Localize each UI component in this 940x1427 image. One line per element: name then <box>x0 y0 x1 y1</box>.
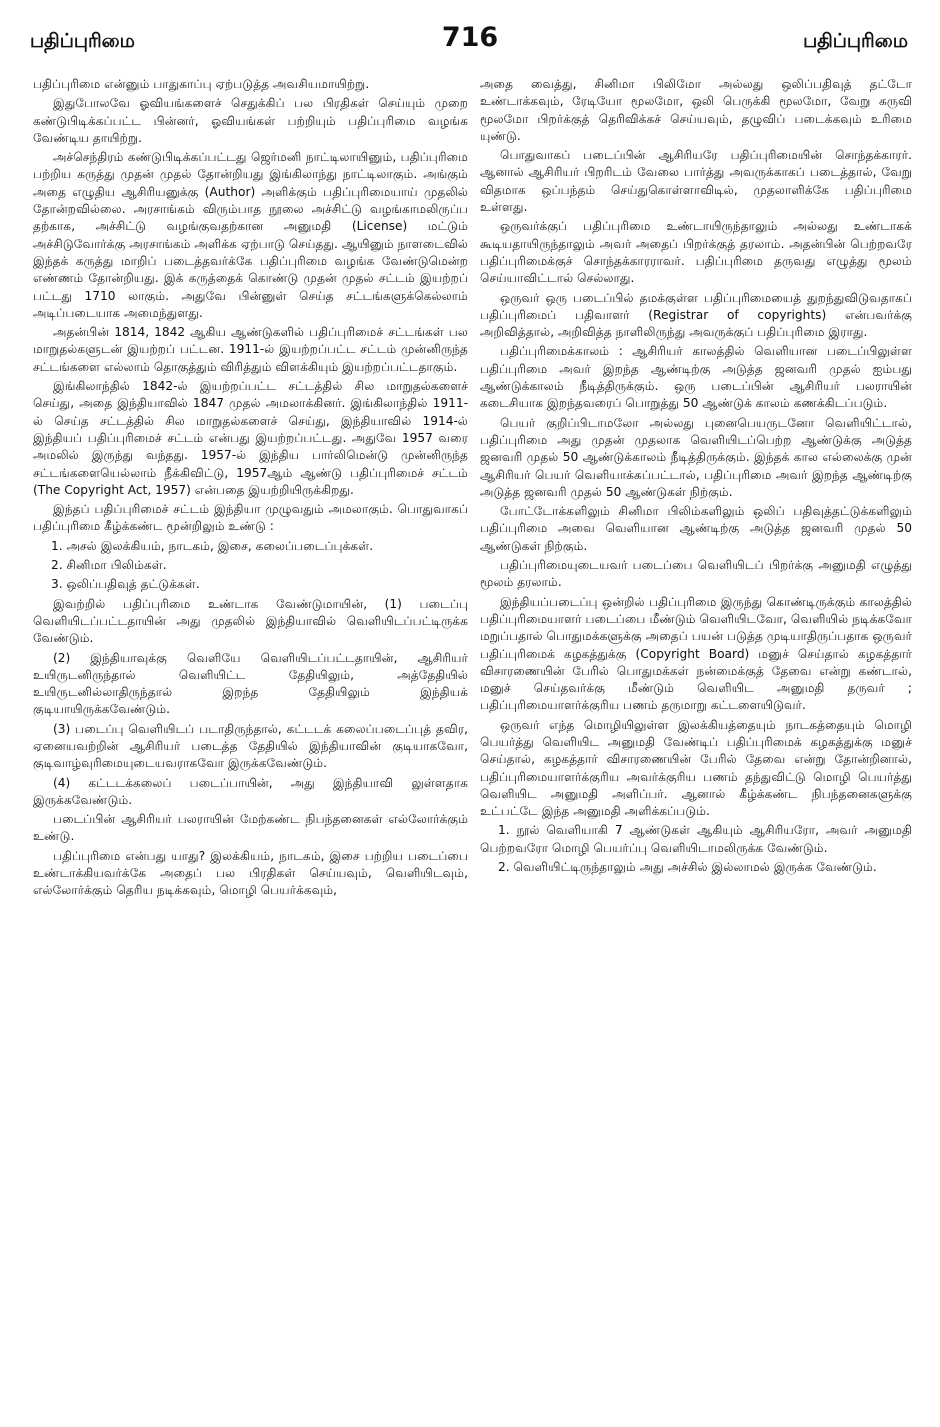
right-column <box>480 76 912 878</box>
list-item: 1. அசல் இலக்கியம், நாடகம், இசை, கலைப்படைப்புக்கள். <box>51 538 374 553</box>
page-header <box>24 22 916 62</box>
paragraph: பதிப்புரிமை என்பது யாது? இலக்கியம், நாடகம், இசை பற்றிய படைப்பை உண்டாக்கியவர்க்கே அதைப் பல பிரதிகள் செய்யவும், வெளியிடவும், எல்லோர்க்கும் தெரிய நடிக்கவும், மொழி பெயர்க்கவும், <box>33 848 468 898</box>
paragraph: இவற்றில் பதிப்புரிமை உண்டாக வேண்டுமாயின், (1) படைப்பு வெளியிடப்பட்டதாயின் அது முதலில் இந்தியாவில் வெளியிடப்பட்டிருக்க வேண்டும். <box>33 596 468 646</box>
list-item: 2. வெளியிட்டிருந்தாலும் அது அச்சில் இல்லாமல் இருக்க வேண்டும். <box>498 860 877 875</box>
paragraph: போட்டோக்களிலும் சினிமா பிலிம்களிலும் ஒலிப் பதிவுத்தட்டுக்களிலும் பதிப்புரிமை அவை வெளியான ஆண்டிற்கு அடுத்த ஜனவரி முதல் 50 ஆண்டுகள் நிற்கும். <box>480 504 912 553</box>
paragraph: இந்தியப்படைப்பு ஒன்றில் பதிப்புரிமை இருந்து கொண்டிருக்கும் காலத்தில் பதிப்புரிமையாளர் படைப்பை மீண்டும் வெளியிடவோ, வெளியில் நடிக்கவோ மறுப்பதால் பொதுமக்களுக்கு அதைப் பயன் படுத்த முடியாதிருப்பதாக ஒருவர் பதிப்புரிமைக் கழகத்துக்கு (Copyright Board) மனுச் செய்தால் கழகத்தார் விசாரணையின் பேரில் பொதுமக்கள் நன்மைக்குத் தேவை என்று கண்டால், மனுச் செய்தவர்க்கு மீண்டும் வெளியிட அனுமதி தருவர் ; பதிப்புரிமையாளர்க்குரிய பணம் தருமாறு கட்டளையிடுவர். <box>480 594 912 713</box>
paragraph: அச்செந்திரம் கண்டுபிடிக்கப்பட்டது ஜெர்மனி நாட்டிலாயினும், பதிப்புரிமை பற்றிய கருத்து முதன் முதல் தோன்றியது இங்கிலாந்து நாட்டிலாகும். அங்கும் அதை எழுதிய ஆசிரியனுக்கு (Author) அளிக்கும் பதிப்புரிமையாய் முதலில் தோன்றவில்லை. அரசாங்கம் விரும்பாத நூலை அச்சிட்டு வழங்காமலிருப்ப தற்காக, அச்சிட்டு வழங்குவதற்கான அனுமதி (License) மட்டும் அச்சிடுவோர்க்கு அரசாங்கம் அளிக்க ஏற்பாடு செய்தது. ஆயினும் நாளடைவில் இந்தக் கருத்து மாறிப் படைத்தவர்க்கே பதிப்புரிமை வழங்க வேண்டுமென்ற எண்ணம் தோன்றியது. இக் கருத்தைக் கொண்டு முதன் முதல் சட்டம் இயற்றப் பட்டது 1710 லாகும். அதுவே பின்னுள் செய்த சட்டங்களுக்கெல்லாம் அடிப்படையாக அமைந்துளது. <box>33 150 468 320</box>
left-column <box>33 76 468 902</box>
list-item: 3. ஒலிப்பதிவுத் தட்டுக்கள். <box>51 577 200 592</box>
paragraph: இதுபோலவே ஓவியங்களைச் செதுக்கிப் பல பிரதிகள் செய்யும் முறை கண்டுபிடிக்கப்பட்ட பின்னர், ஓவியங்கள் பற்றியும் பதிப்புரிமை வழங்க வேண்டிய தாயிற்று. <box>33 96 468 145</box>
paragraph: ஒருவர் எந்த மொழியிலுள்ள இலக்கியத்தையும் நாடகத்தையும் மொழி பெயர்த்து வெளியிட அனுமதி வேண்டிப் பதிப்புரிமைக் கழகத்துக்கு மனுச் செய்தால், கழகத்தார் விசாரணையின் பேரில் தேவை என்று தோன்றினால், பதிப்புரிமையாளர்க்குரிய அவர்க்குரிய பணம் தந்துவிட்டு மொழி பெயர்த்து வெளியிட அனுமதி அளிப்பர். ஆனால் கீழ்க்கண்ட நிபந்தனைகளுக்கு உட்பட்டே இந்த அனுமதி அளிக்கப்படும். <box>480 717 912 819</box>
paragraph: பதிப்புரிமைக்காலம் : ஆசிரியர் காலத்தில் வெளியான படைப்பிலுள்ள பதிப்புரிமை அவர் இறந்த ஆண்டிற்கு அடுத்த ஜனவரி முதல் ஐம்பது ஆண்டுக்காலம் நீடித்திருக்கும். ஒரு படைப்பின் ஆசிரியர் பலராயின் கடைசியாக இறந்தவரைப் பொறுத்து 50 ஆண்டுக் காலம் கணக்கிடப்படும். <box>480 344 912 411</box>
paragraph: பதிப்புரிமையுடையவர் படைப்பை வெளியிடப் பிறர்க்கு அனுமதி எழுத்து மூலம் தரலாம். <box>480 558 912 590</box>
paragraph: படைப்பின் ஆசிரியர் பலராயின் மேற்கண்ட நிபந்தனைகள் எல்லோர்க்கும் உண்டு. <box>33 812 468 844</box>
running-head-right: பதிப்புரிமை <box>803 30 908 52</box>
paragraph: பதிப்புரிமை என்னும் பாதுகாப்பு ஏற்படுத்த அவசியமாயிற்று. <box>33 77 370 91</box>
page-number: 716 <box>441 22 499 53</box>
paragraph: (3) படைப்பு வெளியிடப் படாதிருந்தால், கட்டடக் கலைப்படைப்புத் தவிர, ஏனையவற்றின் ஆசிரியர் படைத்த தேதியில் இந்தியாவின் குடியாகவோ, குடிவாழ்வுரிமையுடையவராகவோ இருக்கவேண்டும். <box>33 721 468 771</box>
paragraph: பெயர் குறிப்பிடாமலோ அல்லது புனைபெயருடனோ வெளியிட்டால், பதிப்புரிமை அது முதன் முதலாக வெளியிடப்பெற்ற ஆண்டுக்கு அடுத்த ஜனவரி முதல் 50 ஆண்டுக்காலம் நீடித்திருக்கும். இந்தக் கால எல்லைக்கு முன் ஆசிரியர் பெயர் வெளியாக்கப்பட்டால், பதிப்புரிமை அவர் இறந்த ஆண்டிற்கு அடுத்த ஜனவரி முதல் 50 ஆண்டுகள் நிற்கும். <box>480 415 912 499</box>
running-head-left: பதிப்புரிமை <box>30 30 135 52</box>
paragraph: இந்தப் பதிப்புரிமைச் சட்டம் இந்தியா முழுவதும் அமலாகும். பொதுவாகப் பதிப்புரிமை கீழ்க்கண்ட மூன்றிலும் உண்டு : <box>33 502 468 534</box>
paragraph: அதன்பின் 1814, 1842 ஆகிய ஆண்டுகளில் பதிப்புரிமைச் சட்டங்கள் பல மாறுதல்களுடன் இயற்றப் பட்டன. 1911-ல் இயற்றப்பட்ட சட்டம் முன்னிருந்த சட்டங்களை எல்லாம் தொகுத்தும் விரித்தும் விளக்கியும் இயற்றப்பட்டதாகும். <box>33 325 468 374</box>
list-item: 1. நூல் வெளியாகி 7 ஆண்டுகள் ஆகியும் ஆசிரியரோ, அவர் அனுமதி பெற்றவரோ மொழி பெயர்ப்பு வெளியிடாமலிருக்க வேண்டும். <box>480 823 912 855</box>
paragraph: அதை வைத்து, சினிமா பிலிமோ அல்லது ஒலிப்பதிவுத் தட்டோ உண்டாக்கவும், ரேடியோ மூலமோ, ஒலி பெருக்கி மூலமோ, வேறு கருவி மூலமோ பிறர்க்குத் தெரிவிக்கச் செய்யவும், தழுவிப் படைக்கவும் உரிமை யுண்டு. <box>480 77 912 143</box>
paragraph: (2) இந்தியாவுக்கு வெளியே வெளியிடப்பட்டதாயின், ஆசிரியர் உயிருடனிருந்தால் வெளியிட்ட தேதியிலும், அத்தேதியில் உயிருடனில்லாதிருந்தால் இறந்த தேதியிலும் இந்தியக் குடியாயிருக்கவேண்டும். <box>33 650 468 717</box>
paragraph: ஒருவர்க்குப் பதிப்புரிமை உண்டாயிருந்தாலும் அல்லது உண்டாகக் கூடியதாயிருந்தாலும் அவர் அதைப் பிறர்க்குத் தரலாம். அதன்பின் பெற்றவரே பதிப்புரிமைக்குச் சொந்தக்காரராவர். பதிப்புரிமை தருவது எழுத்து மூலம் செய்யாவிட்டால் செல்லாது. <box>480 219 912 286</box>
paragraph: ஒருவர் ஒரு படைப்பில் தமக்குள்ள பதிப்புரிமையைத் துறந்துவிடுவதாகப் பதிப்புரிமைப் பதிவாளர் (Registrar of copyrights) என்பவர்க்கு அறிவித்தால், அறிவித்த நாளிலிருந்து அவருக்குப் பதிப்புரிமை இராது. <box>480 290 912 340</box>
list-item: 2. சினிமா பிலிம்கள். <box>51 558 167 573</box>
paragraph: இங்கிலாந்தில் 1842-ல் இயற்றப்பட்ட சட்டத்தில் சில மாறுதல்களைச் செய்து, அதை இந்தியாவில் 1847 முதல் அமலாக்கினர். இங்கிலாந்தில் 1911-ல் செய்த சட்டத்தில் சில மாறுதல்களைச் செய்து, இந்தியாவில் 1914-ல் இந்தியப் பதிப்புரிமைச் சட்டம் என்பது இயற்றப்பட்டது. அதுவே 1957 வரை அமலில் இருந்து வந்தது. 1957-ல் இந்திய பார்லிமென்டு முன்னிருந்த சட்டங்களையெல்லாம் நீக்கிவிட்டு, 1957ஆம் ஆண்டு பதிப்புரிமைச் சட்டம் (The Copyright Act, 1957) என்பதை இயற்றியிருக்கிறது. <box>33 379 468 497</box>
paragraph: (4) கட்டடக்கலைப் படைப்பாயின், அது இந்தியாவி லுள்ளதாக இருக்கவேண்டும். <box>33 775 468 807</box>
paragraph: பொதுவாகப் படைப்பின் ஆசிரியரே பதிப்புரிமையின் சொந்தக்காரர். ஆனால் ஆசிரியர் பிறரிடம் வேலை பார்த்து அவருக்காகப் படைத்தால், வேறு விதமாக ஒப்பந்தம் செய்துகொள்ளாவிடில், முதலாளிக்கே பதிப்புரிமை உள்ளது. <box>480 148 912 215</box>
